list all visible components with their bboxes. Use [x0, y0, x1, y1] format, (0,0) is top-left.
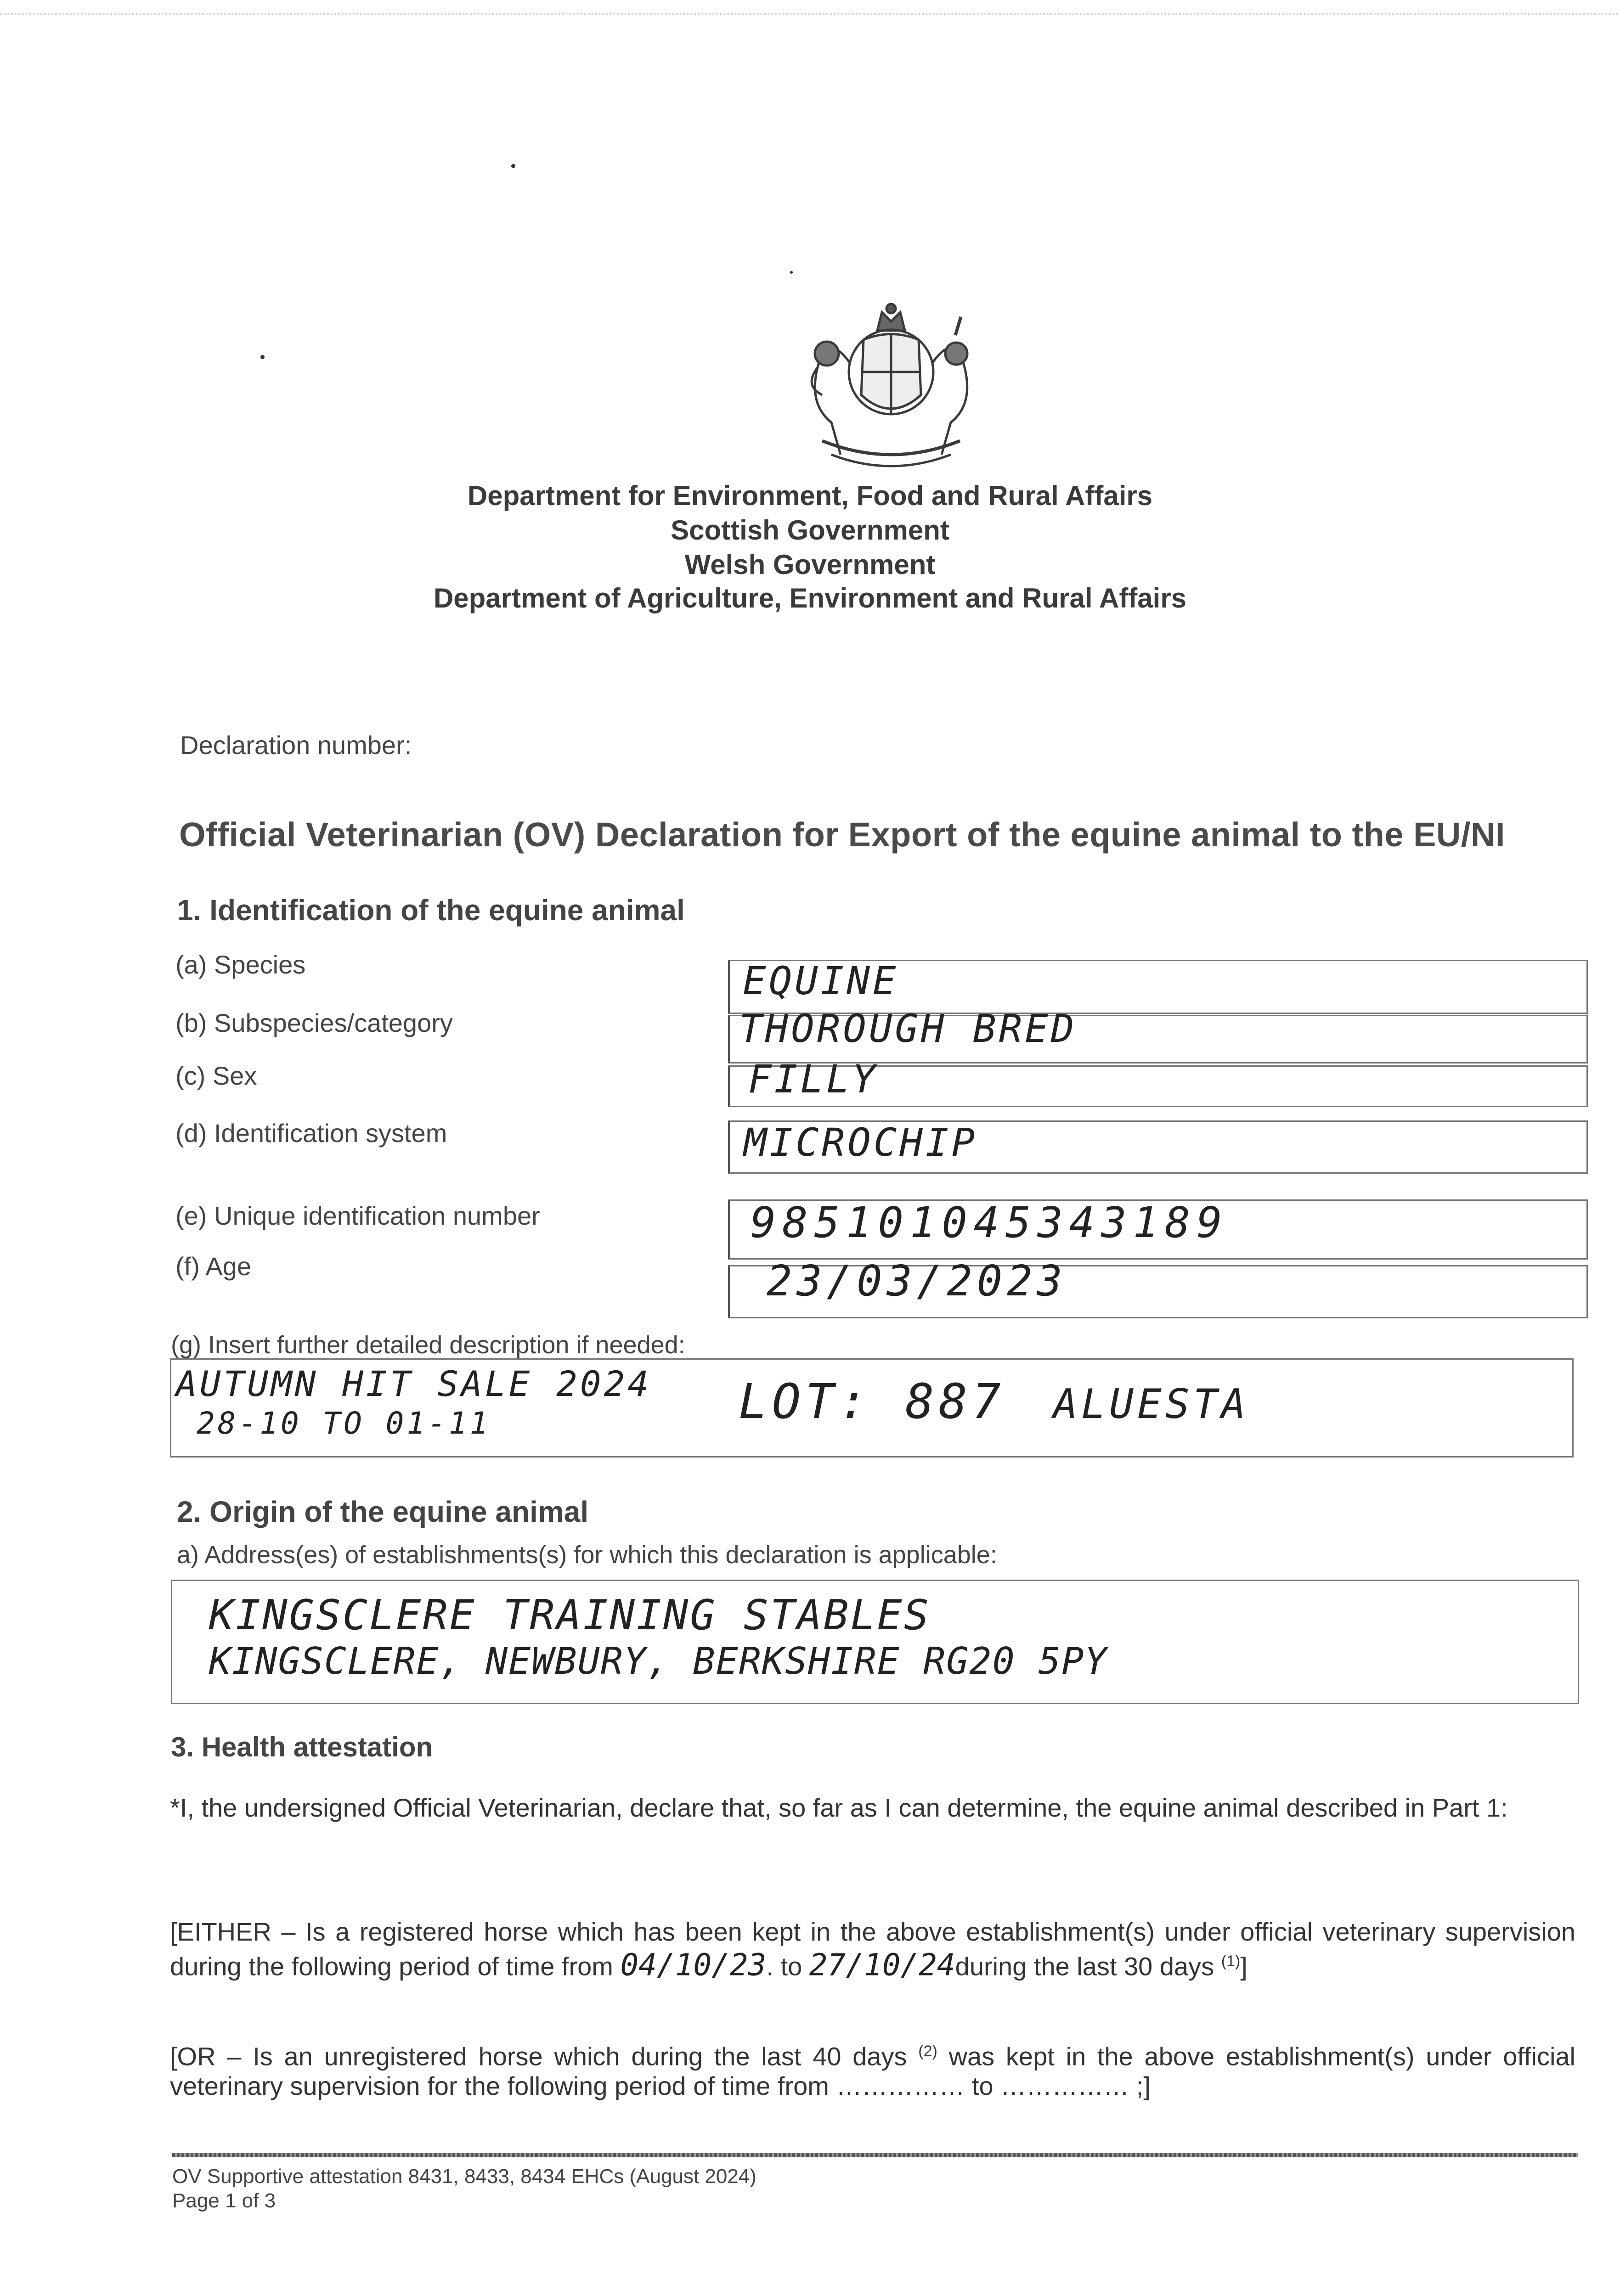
address-line-2: KINGSCLERE, NEWBURY, BERKSHIRE RG20 5PY [209, 1640, 1108, 1683]
unique-id-field[interactable] [728, 1199, 1588, 1260]
horse-name: ALUESTA [1053, 1380, 1249, 1428]
sex-field[interactable] [728, 1057, 1588, 1107]
section-2-heading: 2. Origin of the equine animal [177, 1495, 589, 1528]
scan-speck [511, 164, 515, 168]
or-clause-text-continued: was kept in the above establishment(s) under official veterinary supervision for the following period of time from …………… to …………… ;] [170, 2042, 1575, 2100]
subspecies-label: (b) Subspecies/category [175, 1008, 453, 1037]
footer-divider [172, 2153, 1578, 2157]
age-label: (f) Age [175, 1252, 251, 1281]
sex-value: FILLY [748, 1057, 878, 1102]
identification-system-label: (d) Identification system [175, 1119, 447, 1148]
unique-id-label: (e) Unique identification number [175, 1201, 540, 1230]
identification-system-value: MICROCHIP [744, 1120, 978, 1165]
attestation-intro: *I, the undersigned Official Veterinarian, declare that, so far as I can determine, the equine animal described in Part 1: [170, 1793, 1508, 1822]
either-clause [170, 1917, 1575, 1981]
section-1-heading: 1. Identification of the equine animal [177, 894, 685, 927]
sale-dates: 28-10 TO 01-11 [197, 1406, 491, 1441]
footnote-ref: (2) [918, 2043, 937, 2060]
footnote-ref: (1) [1221, 1953, 1241, 1970]
footer-page-number: Page 1 of 3 [172, 2189, 276, 2212]
further-description-field[interactable] [170, 1358, 1574, 1458]
or-clause [170, 2037, 1575, 2101]
sex-label: (c) Sex [175, 1061, 257, 1090]
either-to-date: 27/10/24 [809, 1947, 955, 1983]
species-label: (a) Species [175, 950, 306, 979]
subspecies-value: THOROUGH BRED [739, 1006, 1077, 1051]
department-name: Welsh Government [684, 549, 936, 580]
section-3-heading: 3. Health attestation [171, 1732, 433, 1762]
or-clause-text: [OR – Is an unregistered horse which during the last 40 days [170, 2042, 907, 2071]
either-from-date: 04/10/23 [620, 1947, 767, 1983]
age-value: 23/03/2023 [767, 1256, 1067, 1306]
department-name: Scottish Government [671, 515, 949, 546]
address-label: a) Address(es) of establishments(s) for which this declaration is applicable: [177, 1541, 997, 1569]
address-line-1: KINGSCLERE TRAINING STABLES [209, 1591, 931, 1639]
royal-coat-of-arms-icon [790, 303, 992, 468]
lot-number: LOT: 887 [739, 1373, 1005, 1429]
either-clause-end-text: during the last 30 days [955, 1952, 1214, 1981]
either-to-word: . to [766, 1952, 802, 1981]
address-field[interactable] [171, 1580, 1579, 1704]
declaration-number-label: Declaration number: [180, 731, 412, 760]
either-bracket-close: ] [1240, 1952, 1247, 1981]
further-description-label: (g) Insert further detailed description if needed: [171, 1331, 685, 1359]
footer-form-reference: OV Supportive attestation 8431, 8433, 8434 EHCs (August 2024) [172, 2165, 756, 2188]
sale-name: AUTUMN HIT SALE 2024 [176, 1363, 652, 1404]
scan-speck [790, 271, 793, 274]
department-name: Department for Environment, Food and Rural Affairs [467, 480, 1153, 511]
identification-system-field[interactable] [728, 1120, 1588, 1174]
department-name: Department of Agriculture, Environment and Rural Affairs [433, 583, 1187, 613]
age-field[interactable] [728, 1256, 1588, 1318]
unique-id-value: 985101045343189 [751, 1198, 1229, 1247]
either-clause-text: [EITHER – Is a registered horse which has been kept in the above establishment(s) under official veterinary supervision during the following period of time from [170, 1917, 1575, 1981]
document-title: Official Veterinarian (OV) Declaration for Export of the equine animal to the EU/NI [179, 816, 1505, 854]
species-value: EQUINE [743, 958, 899, 1003]
top-scan-edge [0, 13, 1620, 15]
scan-speck [260, 355, 265, 359]
